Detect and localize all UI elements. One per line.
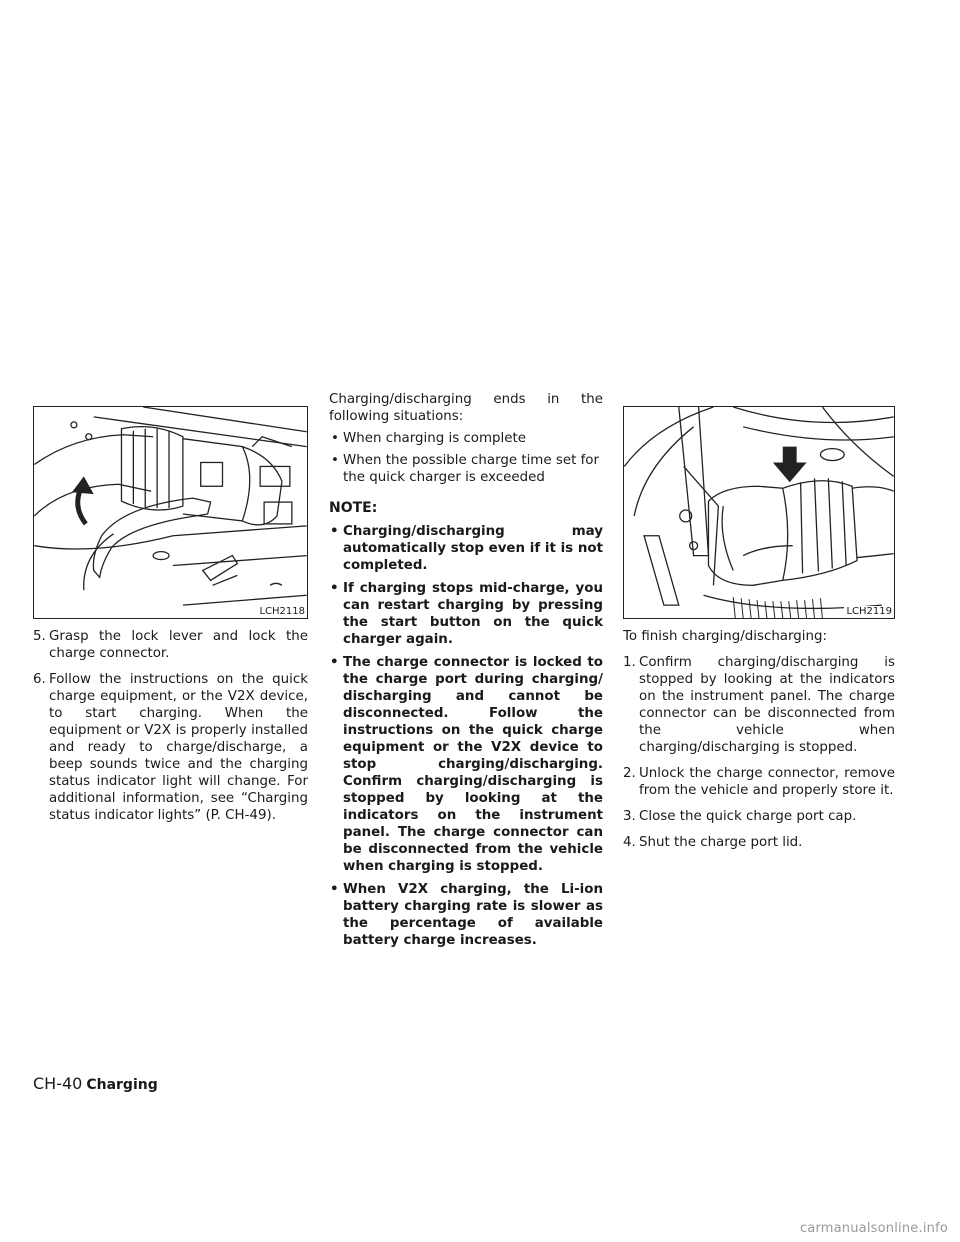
bullet-dot: • — [331, 431, 339, 446]
bullet-dot: • — [330, 882, 339, 897]
figure-port-cap — [623, 406, 895, 619]
step-number: 2. — [623, 766, 636, 781]
bullet-dot: • — [330, 581, 339, 596]
bullet-dot: • — [330, 524, 339, 539]
bullet-item — [329, 430, 603, 447]
note-item — [329, 580, 603, 648]
note-item — [329, 881, 603, 949]
note-text: If charging stops mid-charge, you can restart charging by pressing the start button on the quick charger again. — [343, 581, 603, 647]
watermark: carmanualsonline.info — [799, 1221, 948, 1236]
finish-step-3 — [623, 808, 895, 825]
page-number: CH-40 — [33, 1074, 83, 1093]
step-number: 6. — [33, 672, 46, 687]
finish-step-4 — [623, 834, 895, 851]
section-title: Charging — [86, 1077, 158, 1093]
bullet-item — [329, 452, 603, 486]
step-text: Grasp the lock lever and lock the charge connector. — [49, 629, 308, 661]
step-text: Close the quick charge port cap. — [639, 809, 857, 824]
step-text: Unlock the charge connector, remove from the vehicle and properly store it. — [639, 766, 895, 798]
step-number: 4. — [623, 835, 636, 850]
right-column — [623, 406, 895, 851]
step-number: 3. — [623, 809, 636, 824]
step-number: 1. — [623, 655, 636, 670]
page-footer — [33, 1074, 158, 1095]
left-column — [33, 406, 308, 824]
bullet-dot: • — [331, 453, 339, 468]
finish-step-2 — [623, 765, 895, 799]
finish-intro: To finish charging/discharging: — [623, 629, 827, 644]
port-cap-illustration — [624, 407, 894, 618]
lock-lever-illustration — [34, 407, 307, 618]
bullet-text: When charging is complete — [343, 431, 526, 446]
step-6 — [33, 671, 308, 824]
ending-intro: Charging/discharging ends in the following situations: — [329, 392, 603, 424]
step-text: Confirm charging/discharging is stopped by looking at the indicators on the instrument panel. The charge connector can be disconnected from the vehicle when charging/discharging is stopped. — [639, 655, 895, 755]
note-text: When V2X charging, the Li-ion battery charging rate is slower as the percentage of available battery charge increases. — [343, 882, 603, 948]
step-text: Shut the charge port lid. — [639, 835, 803, 850]
bullet-dot: • — [330, 655, 339, 670]
figure-lock-lever — [33, 406, 308, 619]
step-5 — [33, 628, 308, 662]
note-heading: NOTE: — [329, 500, 378, 516]
middle-column — [329, 391, 603, 949]
step-text: Follow the instructions on the quick charge equipment, or the V2X device, to start charging. When the equipment or V2X is properly installed and ready to charge/discharge, a beep sounds twice and the charging status indicator light will change. For additional information, see “Charging status indicator lights” (P. CH-49). — [49, 672, 308, 823]
bullet-text: When the possible charge time set for the quick charger is exceeded — [343, 453, 599, 485]
step-number: 5. — [33, 629, 46, 644]
note-text: The charge connector is locked to the charge port during charging/ discharging and cannot be disconnected. Follow the instructions on the quick charge equipment or the V2X device to stop charging/discharging. Confirm charging/discharging is stopped by looking at the indicators on the instrument panel. The charge connector can be disconnected from the vehicle when charging is stopped. — [343, 655, 603, 874]
finish-step-1 — [623, 654, 895, 756]
figure-code: LCH2118 — [259, 606, 305, 617]
figure-code: LCH2119 — [846, 606, 892, 617]
note-item — [329, 654, 603, 875]
note-text: Charging/discharging may automatically stop even if it is not completed. — [343, 524, 603, 573]
note-item — [329, 523, 603, 574]
